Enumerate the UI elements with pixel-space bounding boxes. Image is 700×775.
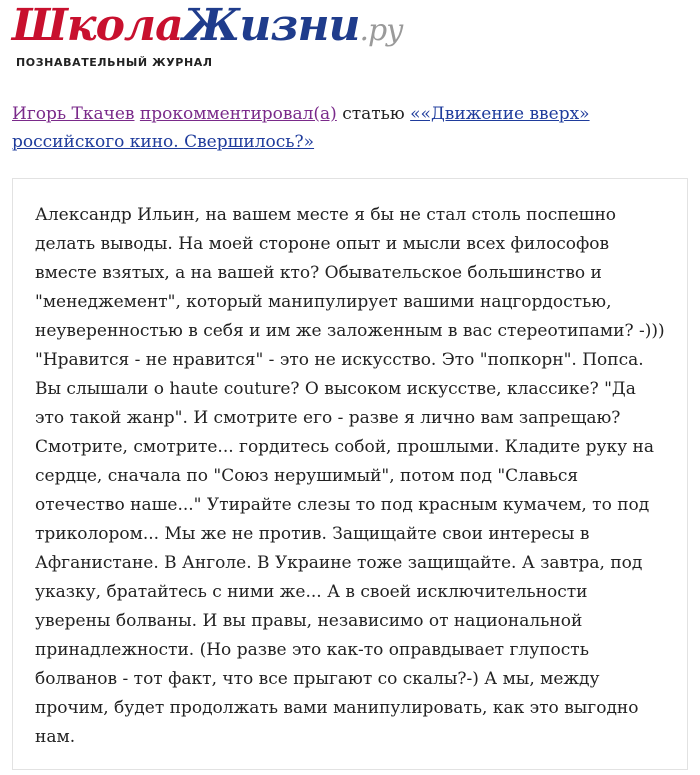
logo-domain: .ру (359, 13, 403, 48)
logo-word-shkola: Школа (12, 0, 183, 51)
logo-subtitle: ПОЗНАВАТЕЛЬНЫЙ ЖУРНАЛ (16, 56, 213, 69)
article-word: статью (342, 104, 405, 124)
logo-wordmark (12, 0, 403, 51)
logo-word-zhizni: Жизни (182, 0, 360, 51)
author-link[interactable]: Игорь Ткачев (12, 104, 135, 124)
article-link[interactable]: ««Движение вверх» российского кино. Свершилось?» (12, 104, 590, 152)
commented-link[interactable]: прокомментировал(а) (139, 104, 337, 124)
comment-box (12, 178, 688, 770)
site-logo[interactable] (12, 0, 403, 84)
comment-header (12, 100, 682, 156)
comment-text: Александр Ильин, на вашем месте я бы не стал столь поспешно делать выводы. На моей стороне опыт и мысли всех философов вместе взятых, а на вашей кто? Обывательское большинство и "менеджемент", который манипулирует вашими нацгордостью, неуверенностью в себя и им же заложенным в вас стереотипами? -))) "Нравится - не нравится" - это не искусство. Это "попкорн". Попса. Вы слышали о haute couture? О высоком искусстве, классике? "Да это такой жанр". И смотрите его - разве я лично вам запрещаю? Смотрите, смотрите... гордитесь собой, прошлыми. Кладите руку на сердце, сначала по "Союз нерушимый", потом под "Славься отечество наше..." Утирайте слезы то под красным кумачем, то под триколором... Мы же не против. Защищайте свои интересы в Афганистане. В Анголе. В Украине тоже защищайте. А завтра, под указку, братайтесь с ними же... А в своей исключительности уверены болваны. И вы правы, независимо от национальной принадлежности. (Но разве это как-то оправдывает глупость болванов - тот факт, что все прыгают со скалы?-) А мы, между прочим, будет продолжать вами манипулировать, как это выгодно нам. (35, 205, 665, 747)
